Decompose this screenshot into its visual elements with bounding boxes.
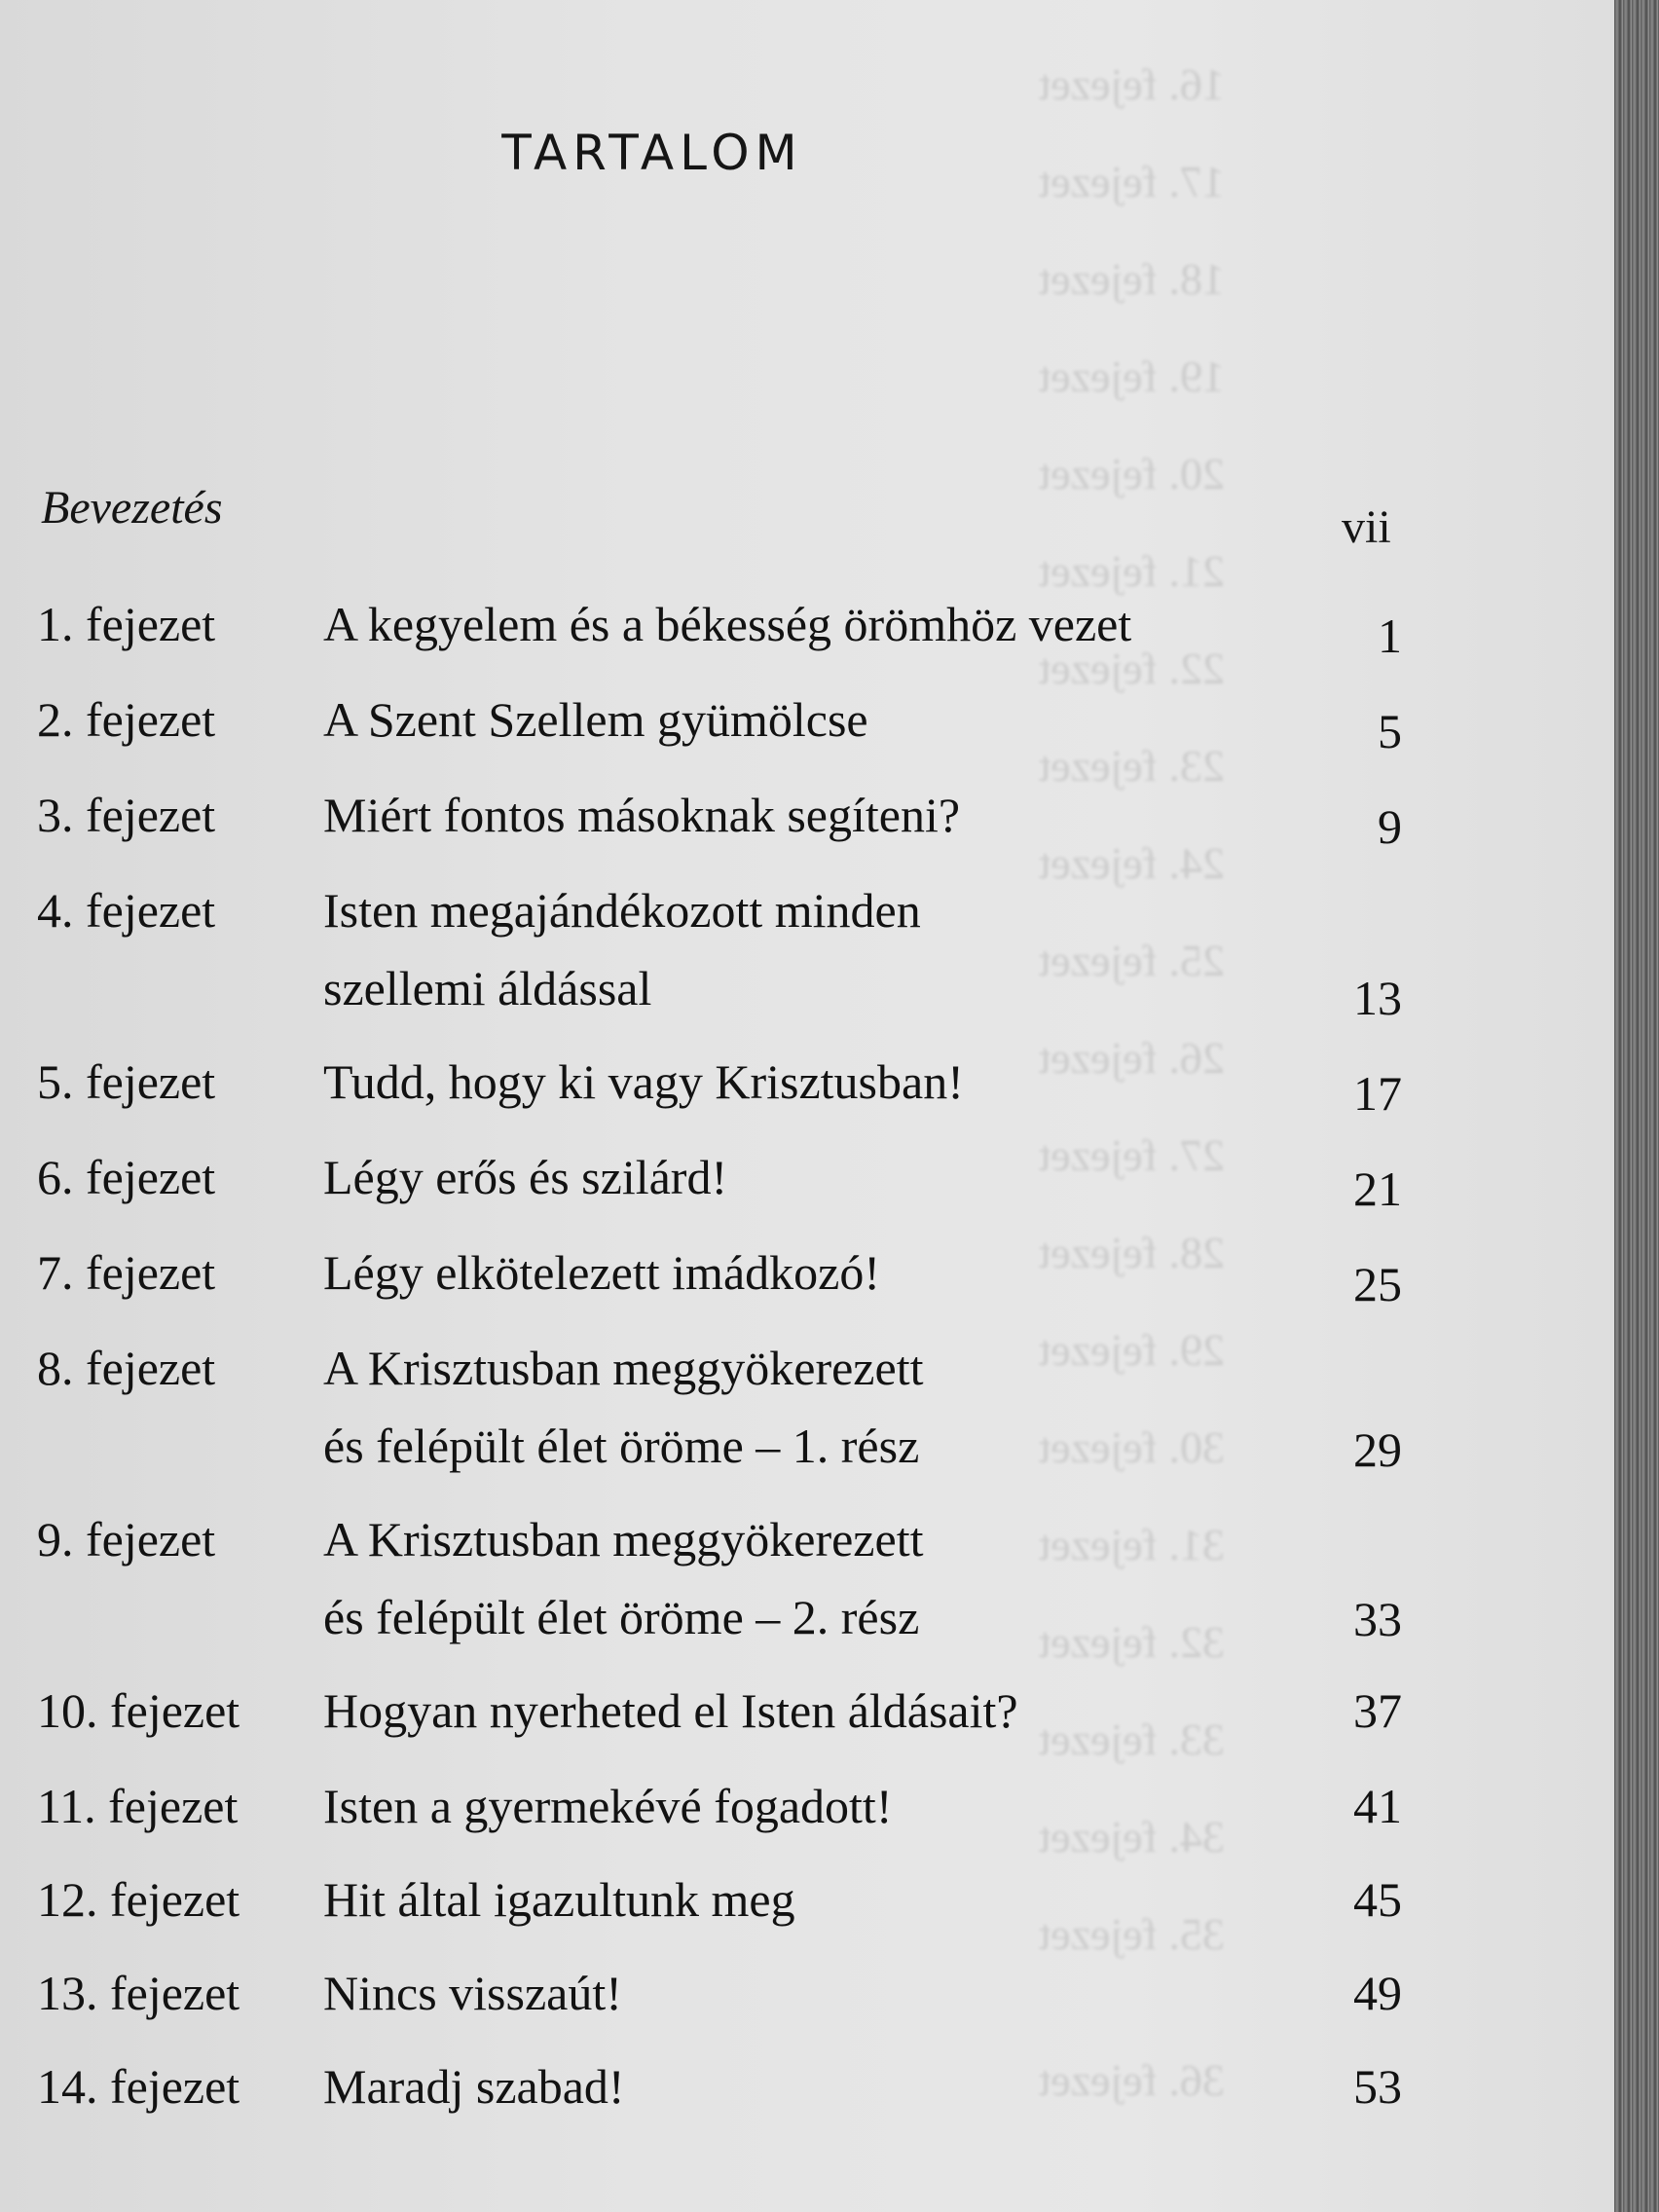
chapter-title-line-2: és felépült élet öröme – 2. rész: [323, 1590, 920, 1644]
chapter-label: 4. fejezet: [37, 883, 216, 938]
chapter-title: Légy elkötelezett imádkozó!: [323, 1245, 880, 1300]
chapter-title: Miért fontos másoknak segíteni?: [323, 788, 961, 842]
chapter-label: 6. fejezet: [37, 1150, 216, 1204]
page-number: 37: [1353, 1683, 1402, 1738]
page-number: 49: [1353, 1966, 1402, 2020]
chapter-label: 1. fejezet: [37, 597, 216, 651]
chapter-title: Isten megajándékozott minden: [323, 883, 921, 938]
chapter-title: A kegyelem és a békesség örömhöz vezet: [323, 597, 1132, 651]
chapter-title: A Szent Szellem gyümölcse: [323, 692, 868, 747]
chapter-title: Nincs visszaút!: [323, 1966, 622, 2020]
chapter-label: 12. fejezet: [37, 1872, 240, 1927]
chapter-title: Tudd, hogy ki vagy Krisztusban!: [323, 1054, 964, 1109]
page-number: 29: [1353, 1422, 1402, 1477]
chapter-title: Isten a gyermekévé fogadott!: [323, 1779, 893, 1833]
page-number: 13: [1353, 971, 1402, 1025]
chapter-title: Maradj szabad!: [323, 2059, 625, 2114]
page-number: 41: [1353, 1779, 1402, 1833]
chapter-label: 13. fejezet: [37, 1966, 240, 2020]
chapter-title: Légy erős és szilárd!: [323, 1150, 728, 1204]
chapter-label: 2. fejezet: [37, 692, 216, 747]
intro-label: Bevezetés: [41, 482, 223, 534]
chapter-title: A Krisztusban meggyökerezett: [323, 1512, 924, 1567]
chapter-label: 11. fejezet: [37, 1779, 239, 1833]
chapter-label: 9. fejezet: [37, 1512, 216, 1567]
chapter-label: 5. fejezet: [37, 1054, 216, 1109]
page-number: 5: [1378, 704, 1402, 758]
page-number: 53: [1353, 2059, 1402, 2114]
show-through-reverse-text: 16. fejezet 17. fejezet 18. fejezet 19. fejezet 20. fejezet 21. fejezet 22. fejezet 23. fejezet 24. fejezet 25. fejezet 26. fejezet 27. fejezet 28. fejezet 29. fejezet 30. fejezet 31. fejezet 32. fejezet 33. fejezet 34. fejezet 35. fejezet 36. fejezet: [869, 59, 1225, 2105]
chapter-label: 10. fejezet: [37, 1683, 240, 1738]
chapter-label: 14. fejezet: [37, 2059, 240, 2114]
page-number: 1: [1378, 608, 1402, 663]
chapter-title: Hit által igazultunk meg: [323, 1872, 795, 1927]
chapter-label: 7. fejezet: [37, 1245, 216, 1300]
page-number: 21: [1353, 1161, 1402, 1216]
chapter-title-line-2: és felépült élet öröme – 1. rész: [323, 1419, 920, 1473]
chapter-title-line-2: szellemi áldással: [323, 961, 652, 1015]
page-number: 33: [1353, 1592, 1402, 1646]
page-number: 25: [1353, 1257, 1402, 1311]
chapter-title: A Krisztusban meggyökerezett: [323, 1341, 924, 1395]
chapter-title: Hogyan nyerheted el Isten áldásait?: [323, 1683, 1018, 1738]
page-number: 45: [1353, 1872, 1402, 1927]
chapter-label: 3. fejezet: [37, 788, 216, 842]
page-number: 9: [1378, 799, 1402, 854]
intro-page-number: vii: [1342, 501, 1391, 553]
book-page-edges: [1614, 0, 1659, 2212]
chapter-label: 8. fejezet: [37, 1341, 216, 1395]
page-title: TARTALOM: [501, 125, 803, 181]
page-number: 17: [1353, 1066, 1402, 1121]
